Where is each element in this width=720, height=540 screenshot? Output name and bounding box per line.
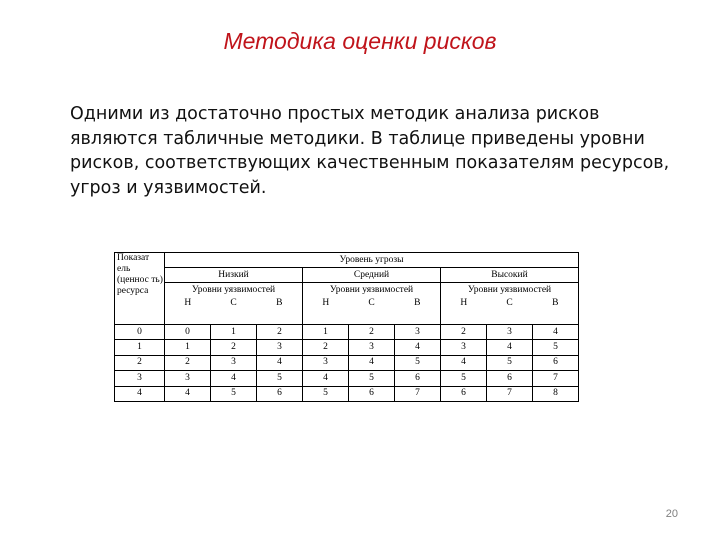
- risk-cell: 6: [487, 371, 533, 386]
- risk-cell: 6: [257, 386, 303, 401]
- risk-cell: 3: [303, 355, 349, 370]
- table-row: [115, 371, 579, 386]
- risk-cell: 2: [441, 325, 487, 340]
- risk-cell: 3: [257, 340, 303, 355]
- risk-cell: 4: [533, 325, 579, 340]
- risk-cell: 3: [349, 340, 395, 355]
- risk-cell: 2: [303, 340, 349, 355]
- risk-cell: 4: [211, 371, 257, 386]
- vuln-level-cell: С: [487, 298, 533, 325]
- vulnerability-levels-label: Уровни уязвимостей: [165, 283, 303, 298]
- resource-value-cell: 2: [115, 355, 165, 370]
- risk-cell: 4: [303, 371, 349, 386]
- risk-cell: 6: [441, 386, 487, 401]
- risk-table: [114, 252, 579, 402]
- vuln-level-cell: Н: [303, 298, 349, 325]
- risk-cell: 4: [349, 355, 395, 370]
- risk-cell: 5: [303, 386, 349, 401]
- resource-value-header: Показат ель (ценнос ть) ресурса: [115, 253, 165, 325]
- threat-low-header: Низкий: [165, 268, 303, 283]
- risk-cell: 3: [211, 355, 257, 370]
- intro-paragraph: Одними из достаточно простых методик анализа рисков являются табличные методики. В таблице приведены уровни рисков, соответствующих качественным показателям ресурсов, угроз и уязвимостей.: [70, 104, 670, 198]
- table-row: [115, 325, 579, 340]
- risk-cell: 6: [395, 371, 441, 386]
- threat-medium-header: Средний: [303, 268, 441, 283]
- risk-cell: 2: [211, 340, 257, 355]
- resource-value-cell: 0: [115, 325, 165, 340]
- slide-title: Методика оценки рисков: [223, 28, 497, 54]
- risk-cell: 4: [441, 355, 487, 370]
- risk-cell: 3: [165, 371, 211, 386]
- resource-value-cell: 4: [115, 386, 165, 401]
- risk-cell: 6: [349, 386, 395, 401]
- risk-cell: 4: [395, 340, 441, 355]
- risk-cell: 7: [395, 386, 441, 401]
- risk-cell: 0: [165, 325, 211, 340]
- risk-cell: 2: [165, 355, 211, 370]
- threat-level-header: Уровень угрозы: [165, 253, 579, 268]
- vulnerability-level-row: [115, 298, 579, 325]
- risk-cell: 3: [395, 325, 441, 340]
- risk-cell: 6: [533, 355, 579, 370]
- risk-cell: 5: [487, 355, 533, 370]
- threat-high-header: Высокий: [441, 268, 579, 283]
- vulnerability-levels-label: Уровни уязвимостей: [303, 283, 441, 298]
- table-row: [115, 355, 579, 370]
- risk-cell: 1: [165, 340, 211, 355]
- vuln-level-cell: В: [533, 298, 579, 325]
- risk-cell: 1: [303, 325, 349, 340]
- vuln-level-cell: С: [211, 298, 257, 325]
- risk-cell: 8: [533, 386, 579, 401]
- risk-cell: 5: [441, 371, 487, 386]
- risk-cell: 5: [349, 371, 395, 386]
- risk-cell: 4: [165, 386, 211, 401]
- risk-cell: 4: [257, 355, 303, 370]
- risk-cell: 5: [395, 355, 441, 370]
- vuln-level-cell: В: [395, 298, 441, 325]
- risk-cell: 2: [349, 325, 395, 340]
- risk-cell: 5: [257, 371, 303, 386]
- table-row: [115, 386, 579, 401]
- risk-cell: 7: [487, 386, 533, 401]
- vuln-level-cell: Н: [165, 298, 211, 325]
- risk-cell: 7: [533, 371, 579, 386]
- page-number: 20: [665, 508, 678, 520]
- risk-cell: 3: [487, 325, 533, 340]
- vuln-level-cell: Н: [441, 298, 487, 325]
- risk-cell: 2: [257, 325, 303, 340]
- resource-value-cell: 3: [115, 371, 165, 386]
- resource-value-cell: 1: [115, 340, 165, 355]
- risk-cell: 3: [441, 340, 487, 355]
- risk-cell: 4: [487, 340, 533, 355]
- risk-cell: 5: [211, 386, 257, 401]
- risk-cell: 1: [211, 325, 257, 340]
- table-row: [115, 340, 579, 355]
- vuln-level-cell: В: [257, 298, 303, 325]
- vuln-level-cell: С: [349, 298, 395, 325]
- vulnerability-levels-label: Уровни уязвимостей: [441, 283, 579, 298]
- risk-cell: 5: [533, 340, 579, 355]
